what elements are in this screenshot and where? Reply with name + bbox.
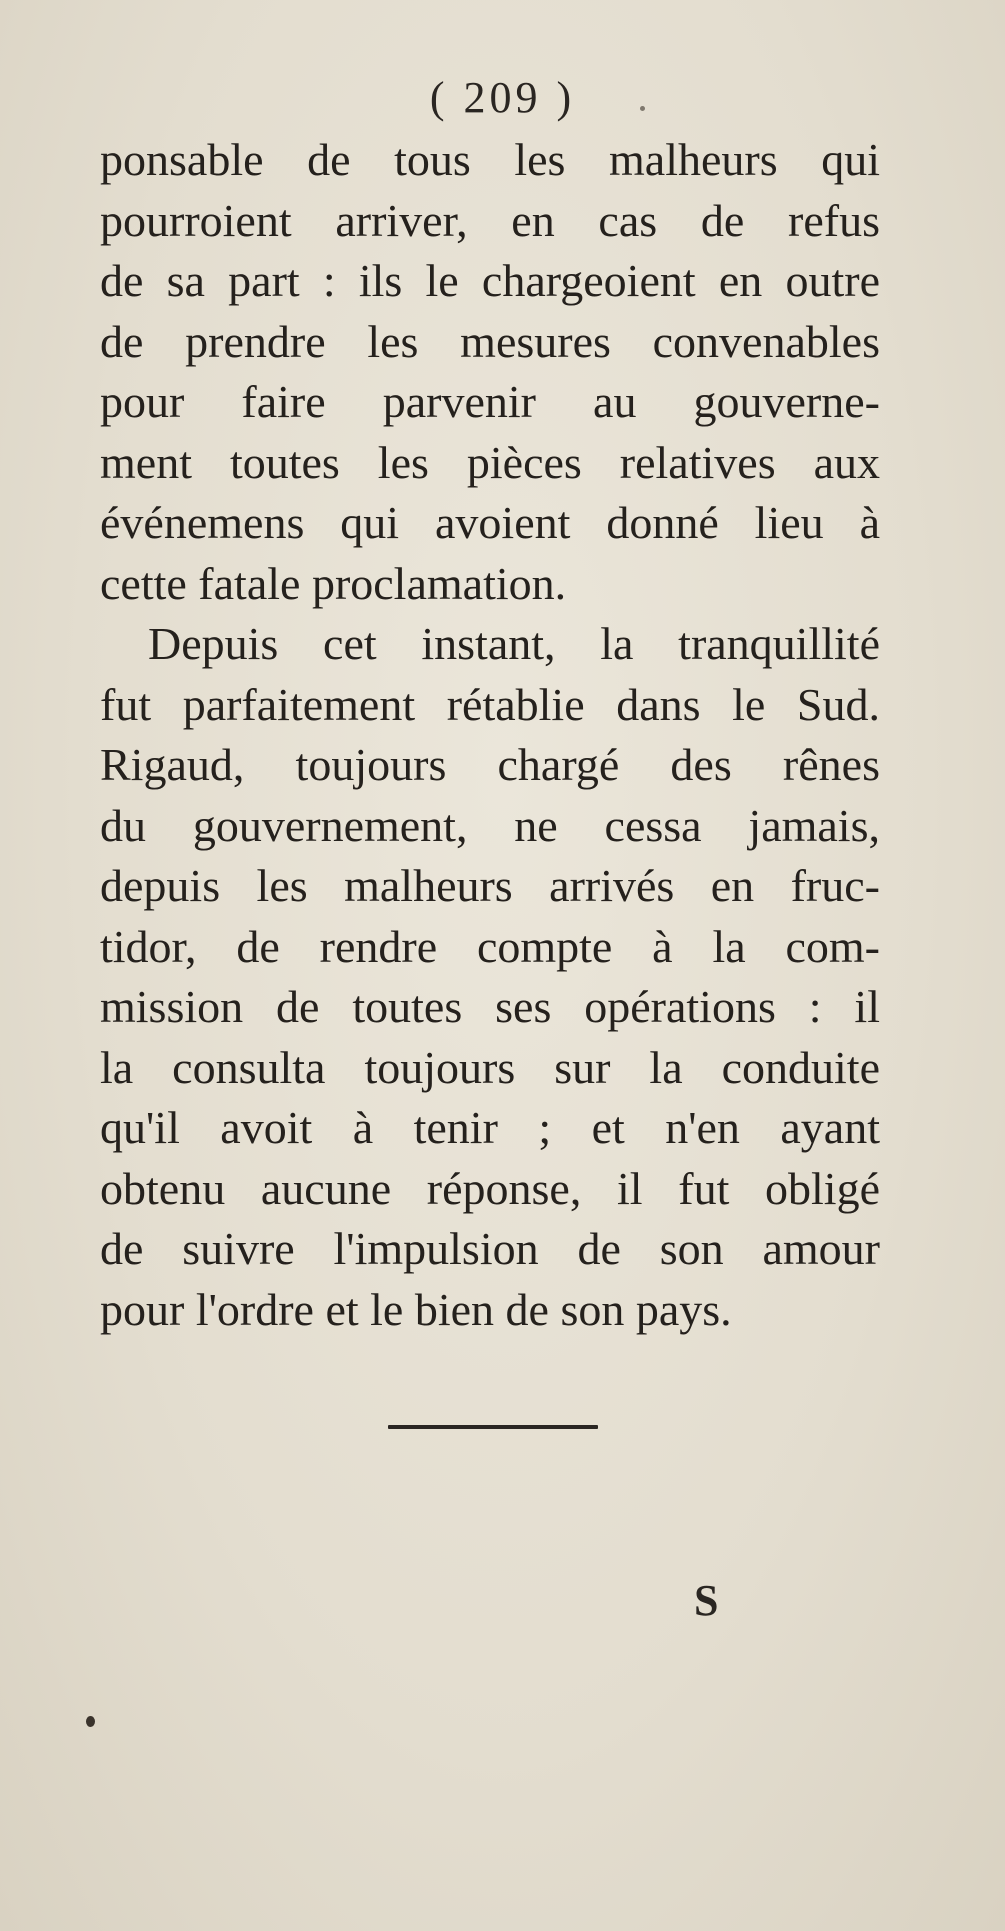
text-line: ponsable de tous les malheurs qui (100, 134, 880, 185)
section-divider (388, 1425, 598, 1429)
text-line: de sa part : ils le chargeoient en outre (100, 255, 880, 306)
text-line: pour l'ordre et le bien de son pays. (100, 1283, 732, 1335)
ink-speck (86, 1716, 95, 1727)
text-line: Depuis cet instant, la tranquillité (148, 618, 880, 669)
text-line: ment toutes les pièces relatives aux (100, 436, 880, 488)
text-line: de prendre les mesures convenables (100, 315, 880, 367)
text-line: la consulta toujours sur la conduite (100, 1041, 880, 1093)
page-number: ( 209 ) (429, 73, 576, 122)
text-line: depuis les malheurs arrivés en fruc- (100, 860, 880, 911)
text-line: cette fatale proclamation. (100, 557, 567, 609)
text-line: du gouvernement, ne cessa jamais, (100, 799, 880, 851)
signature-mark: S (694, 1576, 719, 1625)
text-line: qu'il avoit à tenir ; et n'en ayant (100, 1102, 880, 1153)
text-line: de suivre l'impulsion de son amour (100, 1223, 880, 1274)
text-line: pourroient arriver, en cas de refus (100, 194, 880, 246)
text-line: fut parfaitement rétablie dans le Sud. (100, 678, 880, 730)
text-line: événemens qui avoient donné lieu à (100, 497, 880, 548)
text-line: Rigaud, toujours chargé des rênes (100, 739, 880, 790)
text-line: obtenu aucune réponse, il fut obligé (100, 1162, 880, 1214)
text-line: pour faire parvenir au gouverne- (100, 376, 880, 427)
text-line: mission de toutes ses opérations : il (100, 981, 880, 1032)
ink-speck (640, 106, 645, 111)
body-text (100, 130, 880, 1340)
text-line: tidor, de rendre compte à la com- (100, 920, 880, 972)
